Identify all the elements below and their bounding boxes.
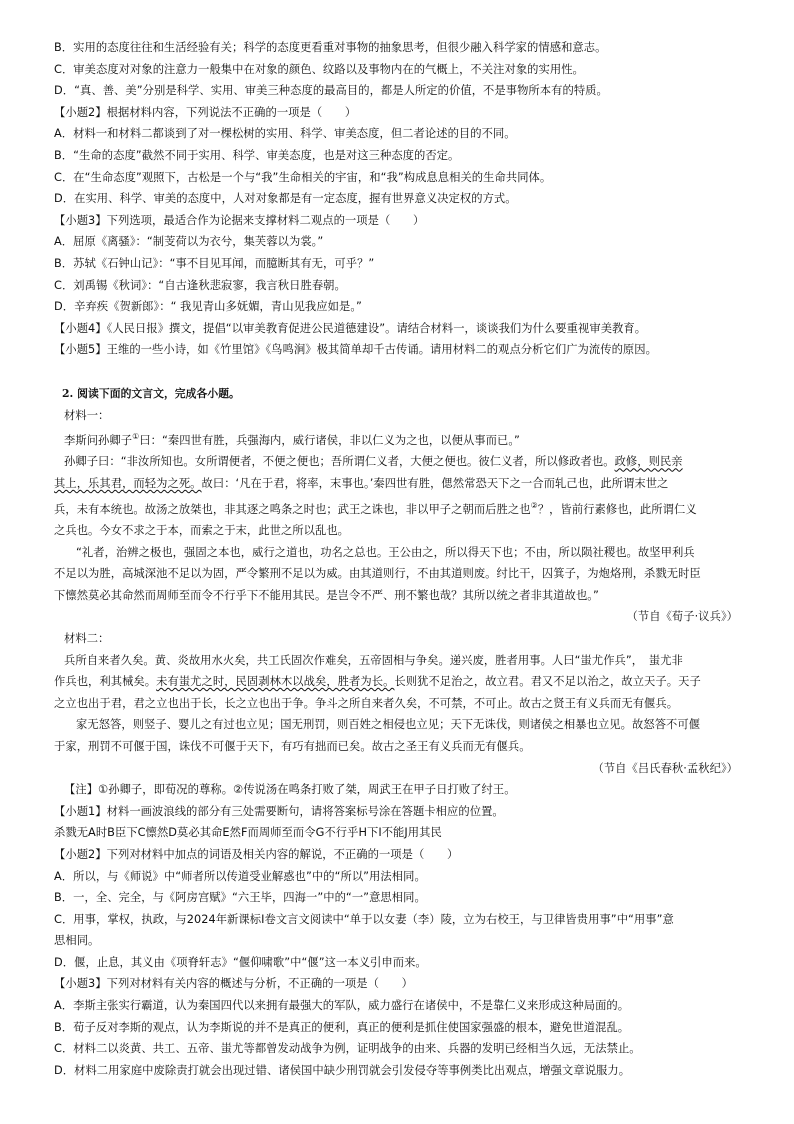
m2-p1-l2u: 未有蚩尤之时，民固剥林木以战矣，胜者为长。 (156, 675, 395, 689)
m1-p2-l1a: 孙卿子曰：“非汝所知也。女所谓便者，不便之便也；吾所谓仁义者，大便之便也。彼仁义者，所以修政者也。 (64, 455, 615, 469)
part2-q3-option-d: D．材料二用家庭中废除责打就会出现过错、诸侯国中缺少刑罚就会引发侵夺等事例类比出观点，增强文章说服力。 (54, 1063, 631, 1077)
m2-p1-l2a: 作兵也，利其械矣。 (54, 675, 157, 689)
part1-q2-option-a: A．材料一和材料二都谈到了对一棵松树的实用、科学、审美态度，但二者论述的目的不同。 (54, 127, 516, 141)
part2-q2-option-c-cont: 思相同。 (54, 934, 100, 948)
part2-q3-stem: 【小题3】下列对材料有关内容的概述与分析，不正确的一项是（ ） (54, 977, 413, 991)
material1-para3-line3: 下懔然莫必其命然而周师至而令不行乎下不能用其民。是岂令不严、刑不繁也哉？其所以统之者非其道故也。” (54, 588, 599, 602)
part1-q2-stem: 【小题2】根据材料内容，下列说法不正确的一项是（ ） (54, 105, 357, 119)
material2-label: 材料二： (64, 631, 110, 645)
m1-p2-dotted-char: 合 (532, 477, 544, 491)
part2-q2-option-c: C．用事，掌权，执政，与2024年新课标I卷文言文阅读中“单于以女妻（李）陵，立为右校王，与卫律皆贵用事”中“用事”意 (54, 912, 674, 926)
material2-para1-line3: 之立也出于君，君之立也出于长，长之立也出于争。争斗之所自来者久矣，不可禁，不可止。故古之贤王有义兵而无有偃兵。 (54, 696, 679, 710)
part1-q3-option-b: B．苏轼《石钟山记》：“事不目见耳闻，而臆断其有无，可乎？” (54, 256, 375, 270)
m1-p2-l3a: 兵，未有本统也。故汤之放桀也，非其逐之鸣条之时也；武王之诛也，非以甲子之朝而后胜之也 (54, 502, 531, 516)
material2-para2-line1: 家无怒答，则竖子、婴儿之有过也立见；国无刑罚，则百姓之相侵也立见；天下无诛伐，则诸侯之相暴也立见。故怒答不可偃 (76, 718, 701, 732)
material1-para2-line2 (54, 473, 744, 495)
material1-source: （节自《荀子·议兵》） (626, 610, 738, 624)
part1-q2-option-b: B．“生命的态度”截然不同于实用、科学、审美态度，也是对这三种态度的否定。 (54, 148, 460, 162)
m1-p2-l2a: 故曰：‘凡在于君，将率，末事也。’秦四世有胜，偲然常恐天下之一 (201, 477, 533, 491)
part2-q3-option-b: B．荀子反对李斯的观点，认为李斯说的并不是真正的便利，真正的便利是抓住使国家强盛的根本，避免世道混乱。 (54, 1020, 630, 1034)
material2-para1-line2 (54, 671, 744, 693)
material1-para2-line1 (54, 451, 744, 473)
material1-label: 材料一： (64, 408, 110, 422)
part2-q2-stem: 【小题2】下列对材料中加点的词语及相关内容的解说，不正确的一项是（ ） (54, 847, 459, 861)
m2-p1-l2b: 长则犹不足治之，故立君。君又不足以治之，故立天子。天子 (394, 675, 701, 689)
part2-q2-option-d: D．偃，止息，其义由《项脊轩志》“偃仰啸歌”中“偃”这一本义引申而来。 (54, 955, 427, 969)
footnote-2-marker: ② (530, 500, 538, 510)
material2-para1-line1: 兵所自来者久矣。黄、炎故用水火矣，共工氏固次作难矣，五帝固相与争矣。递兴废，胜者用事。人曰“蚩尤作兵”， 蚩尤非 (64, 653, 683, 667)
part1-q3-stem: 【小题3】下列选项，最适合作为论据来支撑材料二观点的一项是（ ） (54, 213, 425, 227)
m1-p2-l1u: 政修，则民亲 (614, 455, 683, 469)
footnote-1-marker: ① (132, 432, 140, 442)
material1-para2-line3 (54, 495, 744, 520)
part1-q3-option-c: C．刘禹锡《秋词》：“自古逢秋悲寂寥，我言秋日胜春朝。 (54, 278, 346, 292)
m1-p2-l3b: ？，皆前行素修也，此所谓仁义 (537, 502, 697, 516)
part2-title: 2. 阅读下面的文言文，完成各小题。 (62, 386, 240, 400)
part2-q3-option-c: C．材料二以炎黄、共工、五帝、蚩尤等都曾发动战争为例，证明战争的由来、兵器的发明已经相当久远，无法禁止。 (54, 1042, 641, 1056)
material1-para1 (54, 426, 744, 451)
part1-q2-option-c: C．在“生命态度”观照下，古松是一个与“我”生命相关的宇宙，和“我”构成息息相关的生命共同体。 (54, 170, 552, 184)
part1-q2-option-d: D．在实用、科学、审美的态度中，人对对象都是有一定态度，握有世界意义决定权的方式。 (54, 192, 517, 206)
part1-q3-option-d: D．辛弃疾《贺新郎》：“ 我见青山多妩媚，青山见我应如是。” (54, 300, 362, 314)
part2-q1-stem: 【小题1】材料一画波浪线的部分有三处需要断句，请将答案标号涂在答题卡相应的位置。 (54, 804, 504, 818)
part2-q2-option-b: B．一，全、完全，与《阿房宫赋》“六王毕，四海一”中的“一”意思相同。 (54, 891, 426, 905)
part2-q1-sequence: 杀戮无A时B臣下C懔然D莫必其命E然F而周师至而令G不行乎H下I不能J用其民 (54, 826, 442, 840)
part1-q5: 【小题5】王维的一些小诗，如《竹里馆》《鸟鸣涧》极其简单却千古传诵。请用材料二的观点分析它们广为流传的原因。 (54, 343, 657, 357)
part1-q1-option-c: C．审美态度对对象的注意力一般集中在对象的颜色、纹路以及事物内在的气概上，不关注对象的实用性。 (54, 62, 584, 76)
part1-q1-option-b: B．实用的态度往往和生活经验有关；科学的态度更看重对事物的抽象思考，但很少融入科学家的情感和意志。 (54, 41, 607, 54)
material1-para2-line4: 之兵也。今女不求之于本，而索之于末，此世之所以乱也。 (54, 524, 350, 537)
m1-p2-l2b: 而轧己也，此所谓末世之 (543, 477, 669, 491)
material2-para2-line2: 于家，刑罚不可偃于国，诛伐不可偃于天下，有巧有拙而已矣。故古之圣王有义兵而无有偃兵。 (54, 739, 531, 753)
annotation-note: 【注】①孙卿子，即荀况的尊称。②传说汤在鸣条打败了桀，周武王在甲子日打败了纣王。 (64, 783, 516, 797)
part2-q2-option-a: A．所以，与《师说》中“师者所以传道受业解惑也”中的“所以”用法相同。 (54, 869, 426, 883)
material2-source: （节自《吕氏春秋·孟秋纪》） (592, 761, 738, 775)
part1-q1-option-d: D．“真、善、美”分别是科学、实用、审美三种态度的最高目的，都是人所定的价值，不是事物所本有的特质。 (54, 84, 608, 98)
part1-q3-option-a: A．屈原《离骚》：“制芰荷以为衣兮，集芙蓉以为裳。” (54, 235, 324, 249)
part2-q3-option-a: A．李斯主张实行霸道，认为秦国四代以来拥有最强大的军队，威力盛行在诸侯中，不是靠仁义来形成这种局面的。 (54, 999, 630, 1013)
section-gap (54, 361, 744, 383)
material1-para3-line1: “礼者，治辨之极也，强固之本也，威行之道也，功名之总也。王公由之，所以得天下也；不由，所以陨社稷也。故坚甲利兵 (76, 545, 695, 559)
part1-q4: 【小题4】《人民日报》撰文，提倡“以审美教育促进公民道德建设”。请结合材料一，谈谈我们为什么要重视审美教育。 (54, 321, 647, 335)
m1-p1-a: 李斯问孙卿子 (64, 433, 133, 447)
m1-p2-l2u: 其上，乐其君，而轻为之死。 (54, 477, 202, 491)
exam-page (54, 37, 744, 1081)
m1-p1-b: 曰：“秦四世有胜，兵强海内，威行诸侯，非以仁义为之也，以便从事而已。” (139, 433, 520, 447)
material1-para3-line2: 不足以为胜，高城深池不足以为固，严令繁刑不足以为威。由其道则行，不由其道则废。纣比干，囚箕子，为炮烙刑，杀戮无时臣 (54, 567, 701, 581)
